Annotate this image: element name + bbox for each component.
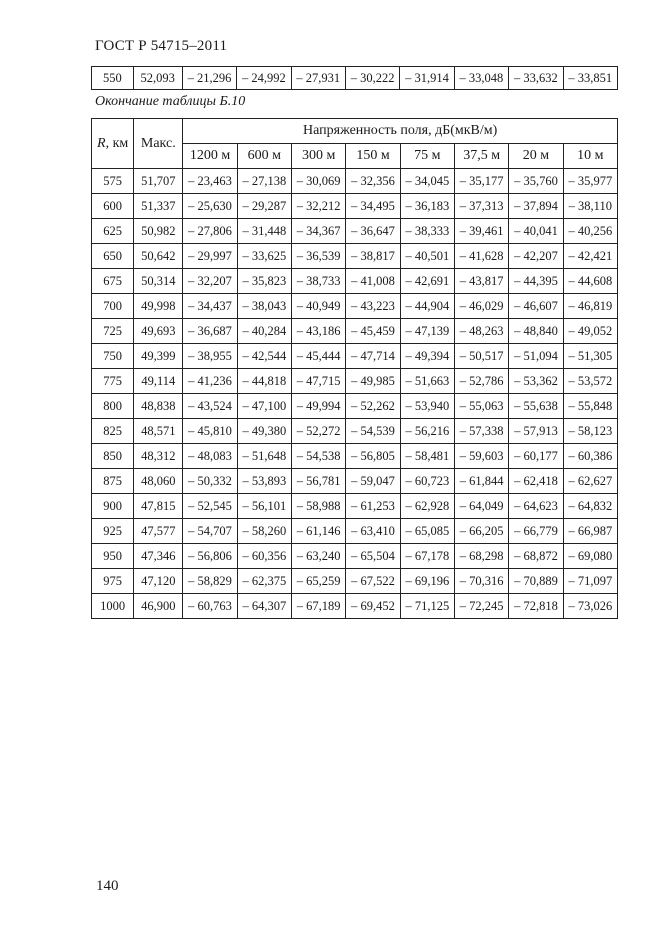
- table-row: [92, 344, 618, 369]
- previous-page-table-row: [91, 66, 618, 90]
- cell-distance: 725: [92, 319, 134, 344]
- cell-value: – 33,048: [454, 67, 508, 90]
- cell-value: – 52,262: [346, 394, 400, 419]
- cell-value: – 30,069: [292, 169, 346, 194]
- cell-value: – 44,395: [509, 269, 563, 294]
- cell-distance: 875: [92, 469, 134, 494]
- table-row: [92, 244, 618, 269]
- cell-value: – 44,608: [563, 269, 617, 294]
- cell-value: – 42,691: [400, 269, 454, 294]
- cell-value: – 34,045: [400, 169, 454, 194]
- cell-distance: 575: [92, 169, 134, 194]
- cell-distance: 600: [92, 194, 134, 219]
- cell-value: – 34,367: [292, 219, 346, 244]
- cell-value: – 54,539: [346, 419, 400, 444]
- cell-value: – 62,375: [237, 569, 291, 594]
- cell-value: – 62,928: [400, 494, 454, 519]
- table-row: [92, 569, 618, 594]
- cell-value: – 72,245: [454, 594, 508, 619]
- cell-value: – 63,240: [292, 544, 346, 569]
- cell-value: – 38,955: [183, 344, 237, 369]
- cell-value: – 55,638: [509, 394, 563, 419]
- cell-max: 47,577: [134, 519, 183, 544]
- cell-value: – 49,985: [346, 369, 400, 394]
- cell-distance: 850: [92, 444, 134, 469]
- cell-value: – 69,080: [563, 544, 617, 569]
- cell-value: – 44,818: [237, 369, 291, 394]
- table-row: [92, 594, 618, 619]
- cell-value: – 39,461: [454, 219, 508, 244]
- table-row: [92, 194, 618, 219]
- table-header-row: [92, 119, 618, 144]
- cell-value: – 51,094: [509, 344, 563, 369]
- cell-value: – 57,913: [509, 419, 563, 444]
- table-row: [92, 519, 618, 544]
- cell-value: – 71,125: [400, 594, 454, 619]
- cell-value: – 58,123: [563, 419, 617, 444]
- cell-value: – 60,386: [563, 444, 617, 469]
- table-row: [92, 394, 618, 419]
- column-header-max: Макс.: [134, 119, 183, 169]
- cell-value: – 38,733: [292, 269, 346, 294]
- cell-max: 50,982: [134, 219, 183, 244]
- cell-value: – 35,760: [509, 169, 563, 194]
- cell-value: – 59,047: [346, 469, 400, 494]
- cell-value: – 38,043: [237, 294, 291, 319]
- cell-max: 50,642: [134, 244, 183, 269]
- column-header-frequency: 300 м: [292, 144, 346, 169]
- cell-max: 50,314: [134, 269, 183, 294]
- cell-max: 48,571: [134, 419, 183, 444]
- cell-value: – 36,687: [183, 319, 237, 344]
- table-row: [92, 67, 618, 90]
- cell-distance: 625: [92, 219, 134, 244]
- cell-value: – 64,832: [563, 494, 617, 519]
- cell-distance: 750: [92, 344, 134, 369]
- cell-max: 48,060: [134, 469, 183, 494]
- cell-distance: 975: [92, 569, 134, 594]
- cell-value: – 56,805: [346, 444, 400, 469]
- column-header-field-strength: Напряженность поля, дБ(мкВ/м): [183, 119, 618, 144]
- cell-value: – 42,421: [563, 244, 617, 269]
- cell-max: 49,998: [134, 294, 183, 319]
- cell-value: – 51,305: [563, 344, 617, 369]
- cell-value: – 54,538: [292, 444, 346, 469]
- cell-value: – 60,763: [183, 594, 237, 619]
- cell-value: – 47,715: [292, 369, 346, 394]
- cell-value: – 67,178: [400, 544, 454, 569]
- cell-max: 49,114: [134, 369, 183, 394]
- cell-value: – 46,607: [509, 294, 563, 319]
- cell-value: – 60,356: [237, 544, 291, 569]
- cell-max: 52,093: [133, 67, 182, 90]
- cell-value: – 32,356: [346, 169, 400, 194]
- cell-value: – 49,380: [237, 419, 291, 444]
- cell-value: – 51,648: [237, 444, 291, 469]
- cell-value: – 43,186: [292, 319, 346, 344]
- column-header-frequency: 600 м: [237, 144, 291, 169]
- cell-distance: 550: [92, 67, 134, 90]
- column-header-frequency: 20 м: [509, 144, 563, 169]
- table-row: [92, 219, 618, 244]
- cell-value: – 46,029: [454, 294, 508, 319]
- cell-max: 48,838: [134, 394, 183, 419]
- column-header-frequency: 10 м: [563, 144, 617, 169]
- cell-value: – 42,544: [237, 344, 291, 369]
- distance-symbol: R: [97, 135, 106, 151]
- cell-value: – 40,041: [509, 219, 563, 244]
- cell-value: – 60,177: [509, 444, 563, 469]
- cell-value: – 36,539: [292, 244, 346, 269]
- cell-value: – 38,817: [346, 244, 400, 269]
- cell-value: – 45,810: [183, 419, 237, 444]
- table-row: [92, 294, 618, 319]
- cell-value: – 57,338: [454, 419, 508, 444]
- cell-distance: 675: [92, 269, 134, 294]
- cell-value: – 35,823: [237, 269, 291, 294]
- cell-value: – 71,097: [563, 569, 617, 594]
- cell-value: – 62,627: [563, 469, 617, 494]
- cell-value: – 49,394: [400, 344, 454, 369]
- cell-value: – 42,207: [509, 244, 563, 269]
- cell-value: – 52,545: [183, 494, 237, 519]
- column-header-frequency: 37,5 м: [454, 144, 508, 169]
- cell-value: – 69,196: [400, 569, 454, 594]
- cell-value: – 64,049: [454, 494, 508, 519]
- cell-value: – 23,463: [183, 169, 237, 194]
- cell-value: – 27,138: [237, 169, 291, 194]
- cell-value: – 34,495: [346, 194, 400, 219]
- cell-value: – 66,205: [454, 519, 508, 544]
- cell-value: – 37,313: [454, 194, 508, 219]
- cell-value: – 40,284: [237, 319, 291, 344]
- cell-value: – 33,632: [509, 67, 563, 90]
- cell-value: – 35,977: [563, 169, 617, 194]
- cell-value: – 27,806: [183, 219, 237, 244]
- cell-value: – 58,829: [183, 569, 237, 594]
- cell-value: – 59,603: [454, 444, 508, 469]
- cell-value: – 55,063: [454, 394, 508, 419]
- cell-value: – 56,781: [292, 469, 346, 494]
- cell-value: – 51,663: [400, 369, 454, 394]
- cell-value: – 53,940: [400, 394, 454, 419]
- cell-value: – 25,630: [183, 194, 237, 219]
- table-row: [92, 419, 618, 444]
- cell-value: – 56,101: [237, 494, 291, 519]
- cell-distance: 1000: [92, 594, 134, 619]
- cell-distance: 700: [92, 294, 134, 319]
- table-row: [92, 269, 618, 294]
- cell-value: – 37,894: [509, 194, 563, 219]
- table-row: [92, 494, 618, 519]
- cell-distance: 825: [92, 419, 134, 444]
- cell-value: – 61,844: [454, 469, 508, 494]
- page-number: 140: [96, 878, 119, 894]
- cell-value: – 48,840: [509, 319, 563, 344]
- cell-value: – 35,177: [454, 169, 508, 194]
- table-row: [92, 319, 618, 344]
- cell-distance: 775: [92, 369, 134, 394]
- column-header-frequency: 150 м: [346, 144, 400, 169]
- cell-distance: 650: [92, 244, 134, 269]
- distance-unit: , км: [105, 135, 129, 151]
- cell-value: – 40,949: [292, 294, 346, 319]
- field-strength-table: [91, 118, 618, 619]
- cell-value: – 41,008: [346, 269, 400, 294]
- cell-value: – 53,893: [237, 469, 291, 494]
- cell-value: – 56,216: [400, 419, 454, 444]
- cell-max: 49,693: [134, 319, 183, 344]
- cell-value: – 56,806: [183, 544, 237, 569]
- cell-max: 47,120: [134, 569, 183, 594]
- cell-value: – 73,026: [563, 594, 617, 619]
- cell-value: – 65,504: [346, 544, 400, 569]
- cell-value: – 45,444: [292, 344, 346, 369]
- cell-value: – 47,139: [400, 319, 454, 344]
- cell-value: – 65,085: [400, 519, 454, 544]
- cell-value: – 52,786: [454, 369, 508, 394]
- cell-value: – 66,987: [563, 519, 617, 544]
- cell-value: – 53,362: [509, 369, 563, 394]
- cell-value: – 68,298: [454, 544, 508, 569]
- cell-value: – 49,994: [292, 394, 346, 419]
- cell-distance: 950: [92, 544, 134, 569]
- table-caption: Окончание таблицы Б.10: [95, 94, 246, 109]
- cell-value: – 68,872: [509, 544, 563, 569]
- cell-value: – 29,997: [183, 244, 237, 269]
- cell-value: – 27,931: [291, 67, 345, 90]
- cell-value: – 67,522: [346, 569, 400, 594]
- cell-value: – 43,524: [183, 394, 237, 419]
- cell-value: – 53,572: [563, 369, 617, 394]
- cell-value: – 41,236: [183, 369, 237, 394]
- cell-value: – 45,459: [346, 319, 400, 344]
- cell-max: 48,312: [134, 444, 183, 469]
- cell-value: – 70,889: [509, 569, 563, 594]
- cell-value: – 47,100: [237, 394, 291, 419]
- cell-value: – 70,316: [454, 569, 508, 594]
- cell-max: 51,707: [134, 169, 183, 194]
- cell-value: – 24,992: [237, 67, 291, 90]
- table-row: [92, 544, 618, 569]
- cell-value: – 43,223: [346, 294, 400, 319]
- cell-value: – 40,501: [400, 244, 454, 269]
- cell-value: – 49,052: [563, 319, 617, 344]
- cell-value: – 31,914: [400, 67, 454, 90]
- cell-value: – 64,623: [509, 494, 563, 519]
- column-header-distance: [92, 119, 134, 169]
- cell-value: – 60,723: [400, 469, 454, 494]
- cell-value: – 55,848: [563, 394, 617, 419]
- cell-value: – 21,296: [182, 67, 236, 90]
- cell-distance: 925: [92, 519, 134, 544]
- table-row: [92, 169, 618, 194]
- cell-value: – 41,628: [454, 244, 508, 269]
- cell-max: 49,399: [134, 344, 183, 369]
- column-header-frequency: 1200 м: [183, 144, 237, 169]
- cell-max: 51,337: [134, 194, 183, 219]
- cell-value: – 62,418: [509, 469, 563, 494]
- cell-value: – 54,707: [183, 519, 237, 544]
- cell-distance: 800: [92, 394, 134, 419]
- cell-value: – 58,988: [292, 494, 346, 519]
- cell-distance: 900: [92, 494, 134, 519]
- cell-value: – 36,183: [400, 194, 454, 219]
- cell-value: – 43,817: [454, 269, 508, 294]
- cell-max: 47,815: [134, 494, 183, 519]
- cell-value: – 48,083: [183, 444, 237, 469]
- cell-value: – 34,437: [183, 294, 237, 319]
- cell-value: – 38,333: [400, 219, 454, 244]
- column-header-frequency: 75 м: [400, 144, 454, 169]
- cell-value: – 48,263: [454, 319, 508, 344]
- cell-value: – 40,256: [563, 219, 617, 244]
- cell-value: – 69,452: [346, 594, 400, 619]
- table-row: [92, 469, 618, 494]
- cell-value: – 33,851: [563, 67, 617, 90]
- table-body: [92, 169, 618, 619]
- cell-value: – 72,818: [509, 594, 563, 619]
- cell-value: – 61,146: [292, 519, 346, 544]
- cell-value: – 36,647: [346, 219, 400, 244]
- cell-value: – 29,287: [237, 194, 291, 219]
- cell-value: – 58,260: [237, 519, 291, 544]
- cell-value: – 50,517: [454, 344, 508, 369]
- cell-value: – 50,332: [183, 469, 237, 494]
- cell-value: – 30,222: [345, 67, 399, 90]
- cell-value: – 31,448: [237, 219, 291, 244]
- cell-value: – 32,207: [183, 269, 237, 294]
- cell-value: – 38,110: [563, 194, 617, 219]
- cell-value: – 66,779: [509, 519, 563, 544]
- document-header: ГОСТ Р 54715–2011: [95, 38, 228, 54]
- cell-value: – 61,253: [346, 494, 400, 519]
- cell-max: 47,346: [134, 544, 183, 569]
- cell-value: – 63,410: [346, 519, 400, 544]
- cell-value: – 52,272: [292, 419, 346, 444]
- cell-value: – 47,714: [346, 344, 400, 369]
- cell-max: 46,900: [134, 594, 183, 619]
- cell-value: – 65,259: [292, 569, 346, 594]
- cell-value: – 58,481: [400, 444, 454, 469]
- cell-value: – 67,189: [292, 594, 346, 619]
- cell-value: – 33,625: [237, 244, 291, 269]
- cell-value: – 32,212: [292, 194, 346, 219]
- table-row: [92, 444, 618, 469]
- cell-value: – 64,307: [237, 594, 291, 619]
- table-row: [92, 369, 618, 394]
- cell-value: – 44,904: [400, 294, 454, 319]
- cell-value: – 46,819: [563, 294, 617, 319]
